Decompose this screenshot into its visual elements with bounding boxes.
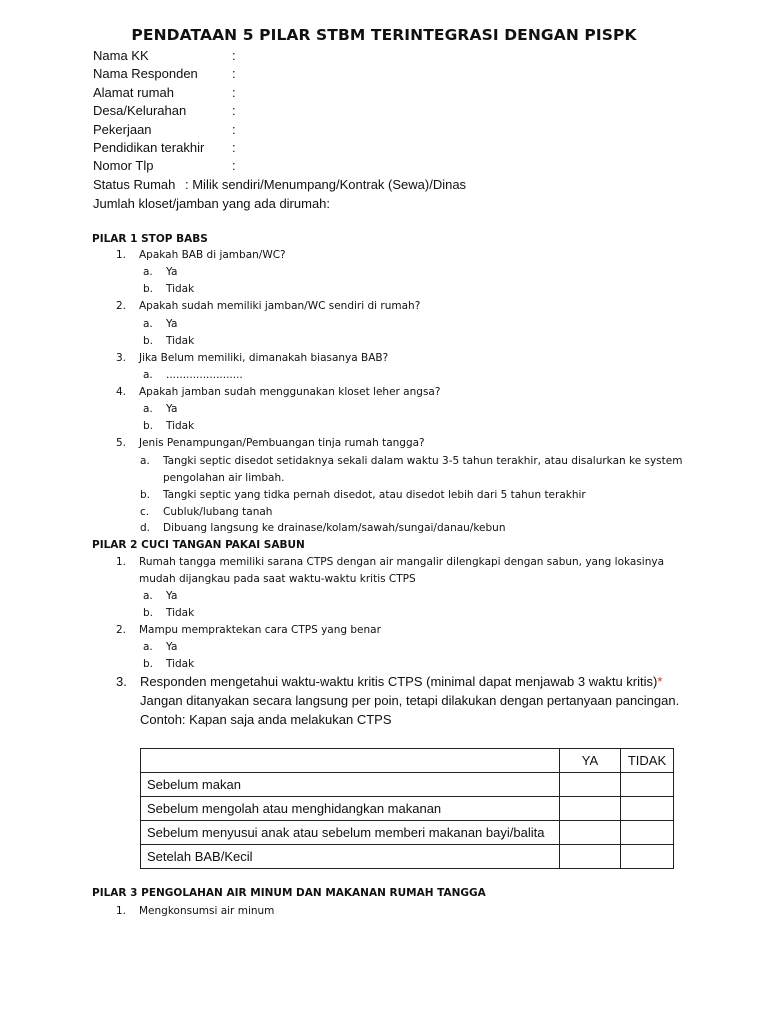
table-header-cell: TIDAK [621,749,674,773]
table-header-cell [141,749,560,773]
table-row [141,821,674,845]
table-cell-tidak[interactable] [621,773,674,797]
question-number: 2. [116,624,127,636]
pilar-1-heading: PILAR 1 STOP BABS [92,233,208,245]
option-letter: a. [143,590,153,602]
option-text: Tidak [166,420,195,432]
field-separator: : [232,158,236,174]
option-text: Dibuang langsung ke drainase/kolam/sawah/sungai/danau/kebun [163,522,506,534]
field-desa-kelurahan [93,103,713,121]
option-letter: a. [143,369,153,381]
field-separator: : [232,139,236,155]
option-letter: b. [143,335,154,347]
option-text: Ya [166,266,178,278]
table-cell-ya[interactable] [560,845,621,869]
required-marker: * [657,674,663,689]
ctps-critical-times-table [140,748,674,869]
table-cell-tidak[interactable] [621,797,674,821]
option-letter: c. [140,506,150,518]
table-cell-label: Sebelum makan [141,773,560,797]
option-text: Ya [166,590,178,602]
question-number: 5. [116,437,127,449]
table-cell-tidak[interactable] [621,821,674,845]
field-nama-kk [93,48,713,66]
field-label: Pekerjaan [93,121,152,137]
field-nomor-tlp [93,158,713,176]
option-text: Tidak [166,607,195,619]
option-letter: d. [140,522,151,534]
option-text: Tidak [166,335,195,347]
table-cell-ya[interactable] [560,821,621,845]
question-number: 4. [116,386,127,398]
question-text-main: Responden mengetahui waktu-waktu kritis CTPS (minimal dapat menjawab 3 waktu kritis) [140,674,658,689]
question-text: Jika Belum memiliki, dimanakah biasanya BAB? [139,352,389,364]
question-number: 1. [116,249,127,261]
option-text: Tangki septic disedot setidaknya sekali dalam waktu 3-5 tahun terakhir, atau disalurkan ke system [163,455,683,467]
question-text: Rumah tangga memiliki sarana CTPS dengan air mangalir dilengkapi dengan sabun, yang lokasinya [139,556,665,568]
option-letter: b. [143,607,154,619]
question-number: 1. [116,556,127,568]
option-letter: a. [140,455,150,467]
table-row [141,797,674,821]
question-example: Contoh: Kapan saja anda melakukan CTPS [140,712,392,727]
table-row [141,773,674,797]
option-text: Ya [166,641,178,653]
table-cell-label: Setelah BAB/Kecil [141,845,560,869]
question-number: 2. [116,300,127,312]
field-pekerjaan [93,122,713,140]
table-row [141,845,674,869]
pilar-2-heading: PILAR 2 CUCI TANGAN PAKAI SABUN [92,539,305,551]
field-separator: : [232,121,236,137]
table-cell-ya[interactable] [560,797,621,821]
option-text: Ya [166,318,178,330]
question-text: Apakah BAB di jamban/WC? [139,249,286,261]
option-text: Tidak [166,658,195,670]
table-cell-label: Sebelum menyusui anak atau sebelum memberi makanan bayi/balita [141,821,560,845]
option-letter: b. [143,283,154,295]
field-label: Nama KK [93,48,149,63]
field-separator: : [232,103,236,119]
page-title: PENDATAAN 5 PILAR STBM TERINTEGRASI DENGAN PISPK [131,26,637,44]
table-cell-label: Sebelum mengolah atau menghidangkan makanan [141,797,560,821]
question-text [140,674,662,689]
field-separator: : [232,48,236,63]
question-number: 3. [116,674,127,689]
field-status-rumah [93,177,713,195]
question-text-continued: mudah dijangkau pada saat waktu-waktu kritis CTPS [139,573,416,585]
table-cell-ya[interactable] [560,773,621,797]
field-label: Alamat rumah [93,84,174,100]
option-letter: a. [143,266,153,278]
field-separator: : [232,84,236,100]
pilar-3-heading: PILAR 3 PENGOLAHAN AIR MINUM DAN MAKANAN RUMAH TANGGA [92,887,486,899]
jumlah-label: Jumlah kloset/jamban yang ada dirumah: [93,196,331,212]
question-number: 3. [116,352,127,364]
question-number: 1. [116,905,127,917]
option-text: Tidak [166,283,195,295]
option-letter: a. [143,641,153,653]
table-header-row [141,749,674,773]
table-cell-tidak[interactable] [621,845,674,869]
option-letter: b. [143,420,154,432]
field-nama-responden [93,66,713,84]
question-text: Apakah sudah memiliki jamban/WC sendiri di rumah? [139,300,421,312]
answer-dots: ....................... [166,369,243,381]
option-text-continued: pengolahan air limbah. [163,472,285,484]
option-text: Tangki septic yang tidka pernah disedot, atau disedot lebih dari 5 tahun terakhir [163,489,586,501]
status-label: Status Rumah [93,176,176,192]
option-letter: b. [140,489,151,501]
option-letter: a. [143,318,153,330]
field-pendidikan-terakhir [93,140,713,158]
question-text: Mengkonsumsi air minum [139,905,275,917]
status-options: : Milik sendiri/Menumpang/Kontrak (Sewa)/Dinas [185,176,467,192]
option-letter: b. [143,658,154,670]
field-label: Desa/Kelurahan [93,103,187,119]
question-instruction: Jangan ditanyakan secara langsung per poin, tetapi dilakukan dengan pertanyaan pancingan. [140,693,680,708]
field-label: Nama Responden [93,66,198,82]
option-text: Ya [166,403,178,415]
option-letter: a. [143,403,153,415]
question-text: Mampu mempraktekan cara CTPS yang benar [139,624,381,636]
table-header-cell: YA [560,749,621,773]
identity-section [93,48,713,215]
field-alamat-rumah [93,85,713,103]
question-text: Apakah jamban sudah menggunakan kloset leher angsa? [139,386,441,398]
field-label: Nomor Tlp [93,158,154,174]
field-separator: : [232,66,236,82]
option-text: Cubluk/lubang tanah [163,506,273,518]
field-jumlah-kloset [93,196,713,214]
question-text: Jenis Penampungan/Pembuangan tinja rumah tangga? [139,437,425,449]
field-label: Pendidikan terakhir [93,139,205,155]
